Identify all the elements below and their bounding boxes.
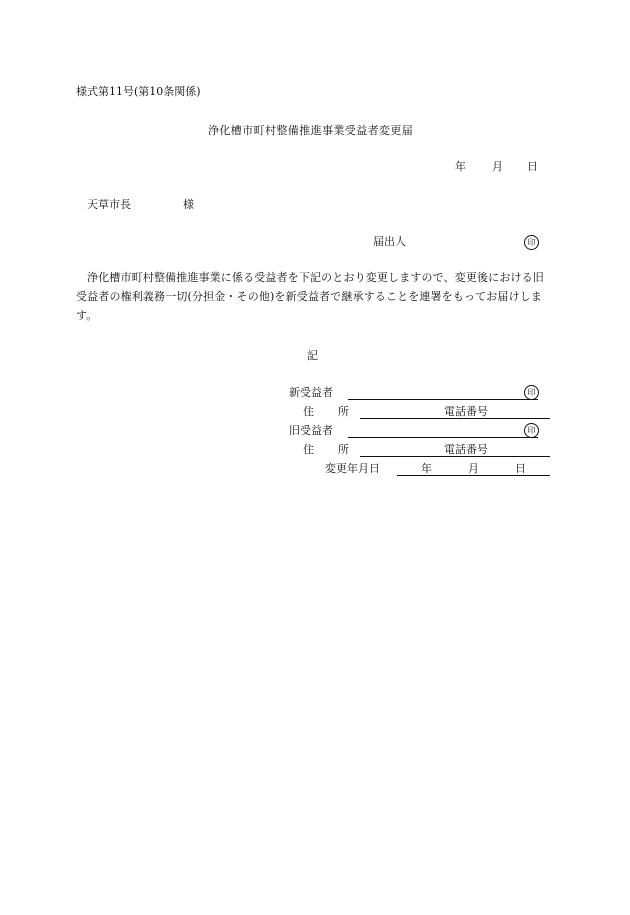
date-day: 日	[527, 160, 538, 173]
date-year: 年	[455, 160, 466, 173]
seal-icon: 印	[524, 385, 539, 400]
form-number: 様式第11号(第10条関係)	[76, 85, 201, 98]
new-address-label-2: 所	[338, 405, 349, 418]
ki-label: 記	[307, 349, 318, 362]
new-beneficiary-line	[348, 399, 538, 400]
new-address-label-1: 住	[303, 405, 314, 418]
body-text: 浄化槽市町村整備推進事業に係る受益者を下記のとおり変更しますので、変更後における旧受益者の権利義務一切(分担金・その他)を新受益者で継承することを連署をもってお届けします。	[76, 271, 544, 322]
addressee-name: 天草市長	[87, 198, 131, 211]
old-beneficiary-line	[348, 437, 538, 438]
old-address-label-1: 住	[303, 443, 314, 456]
old-beneficiary-label: 旧受益者	[289, 424, 333, 437]
new-beneficiary-label: 新受益者	[289, 386, 333, 399]
seal-icon: 印	[524, 235, 539, 250]
page-title: 浄化槽市町村整備推進事業受益者変更届	[208, 124, 414, 137]
change-date-label: 変更年月日	[325, 462, 380, 475]
old-phone-label: 電話番号	[444, 443, 488, 456]
change-day: 日	[515, 462, 526, 475]
change-month: 月	[468, 462, 479, 475]
old-address-label-2: 所	[338, 443, 349, 456]
change-year: 年	[421, 462, 432, 475]
addressee-honorific: 様	[183, 198, 194, 211]
notifier-label: 届出人	[373, 235, 406, 248]
seal-icon: 印	[524, 423, 539, 438]
new-phone-label: 電話番号	[444, 405, 488, 418]
date-month: 月	[492, 160, 503, 173]
